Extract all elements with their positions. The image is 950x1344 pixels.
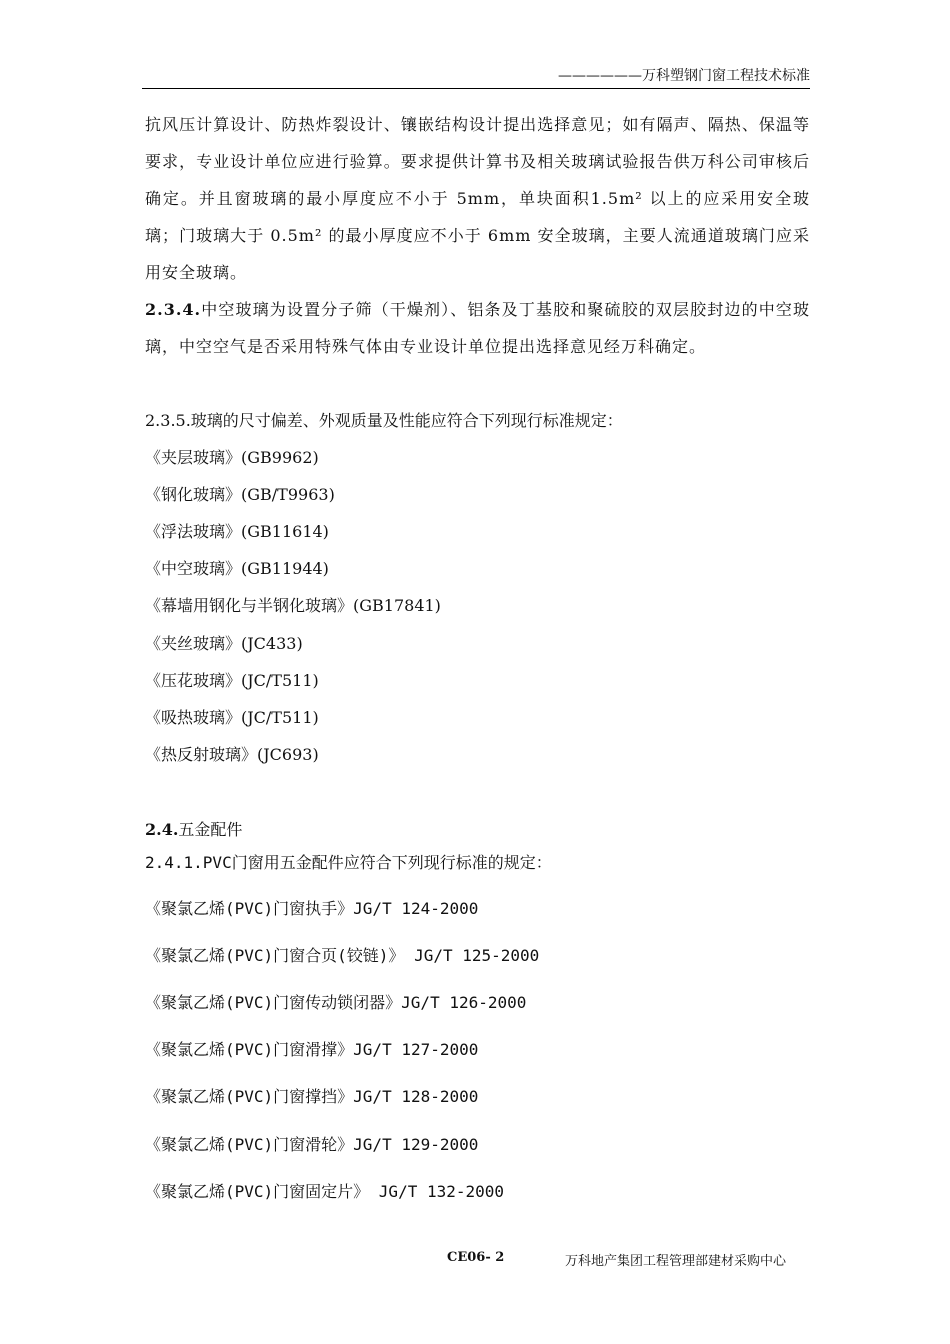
glass-standard-item: 《夹丝玻璃》(JC433) [145, 634, 303, 653]
hardware-standard-item: 《聚氯乙烯(PVC)门窗固定片》 JG/T 132-2000 [145, 1182, 505, 1201]
section-2-4-1: 2.4.1.PVC门窗用五金配件应符合下列现行标准的规定： [145, 853, 552, 872]
hardware-standard-item: 《聚氯乙烯(PVC)门窗合页(铰链)》 JG/T 125-2000 [145, 946, 540, 965]
glass-standard-item: 《浮法玻璃》(GB11614) [145, 522, 329, 541]
section-2-4-heading [145, 820, 242, 840]
section-2-3-4-text: 中空玻璃为设置分子筛（干燥剂）、铝条及丁基胶和聚硫胶的双层胶封边的中空玻璃，中空空气是否采用特殊气体由专业设计单位提出选择意见经万科确定。 [145, 300, 810, 356]
glass-standard-item: 《热反射玻璃》(JC693) [145, 745, 319, 764]
glass-standard-item: 《幕墙用钢化与半钢化玻璃》(GB17841) [145, 596, 441, 615]
hardware-standard-item: 《聚氯乙烯(PVC)门窗滑撑》JG/T 127-2000 [145, 1040, 479, 1059]
glass-standard-item: 《压花玻璃》(JC/T511) [145, 671, 319, 690]
glass-standard-item: 《夹层玻璃》(GB9962) [145, 448, 319, 467]
hardware-standard-item: 《聚氯乙烯(PVC)门窗执手》JG/T 124-2000 [145, 899, 479, 918]
hardware-standard-item: 《聚氯乙烯(PVC)门窗传动锁闭器》JG/T 126-2000 [145, 993, 527, 1012]
section-2-3-4 [145, 291, 810, 365]
running-header: ——————万科塑钢门窗工程技术标准 [558, 68, 810, 84]
footer-page-code: CE06- 2 [447, 1250, 505, 1265]
paragraph-glass-design: 抗风压计算设计、防热炸裂设计、镶嵌结构设计提出选择意见；如有隔声、隔热、保温等要求，专业设计单位应进行验算。要求提供计算书及相关玻璃试验报告供万科公司审核后确定。并且窗玻璃的最小厚度应不小于 5mm，单块面积1.5m² 以上的应采用安全玻璃；门玻璃大于 0.5m² 的最小厚度应不小于 6mm 安全玻璃，主要人流通道玻璃门应采用安全玻璃。 [145, 115, 810, 282]
section-2-3-5: 2.3.5.玻璃的尺寸偏差、外观质量及性能应符合下列现行标准规定： [145, 411, 623, 430]
hardware-standard-item: 《聚氯乙烯(PVC)门窗滑轮》JG/T 129-2000 [145, 1135, 479, 1154]
glass-standard-item: 《中空玻璃》(GB11944) [145, 559, 329, 578]
glass-standard-item: 《钢化玻璃》(GB/T9963) [145, 485, 335, 504]
hardware-standard-item: 《聚氯乙烯(PVC)门窗撑挡》JG/T 128-2000 [145, 1087, 479, 1106]
footer-organization: 万科地产集团工程管理部建材采购中心 [565, 1254, 787, 1269]
section-2-4-number: 2.4. [145, 820, 179, 839]
section-2-4-title: 五金配件 [178, 820, 243, 839]
section-2-3-4-number: 2.3.4. [145, 300, 202, 319]
header-rule [142, 88, 810, 89]
glass-standard-item: 《吸热玻璃》(JC/T511) [145, 708, 319, 727]
